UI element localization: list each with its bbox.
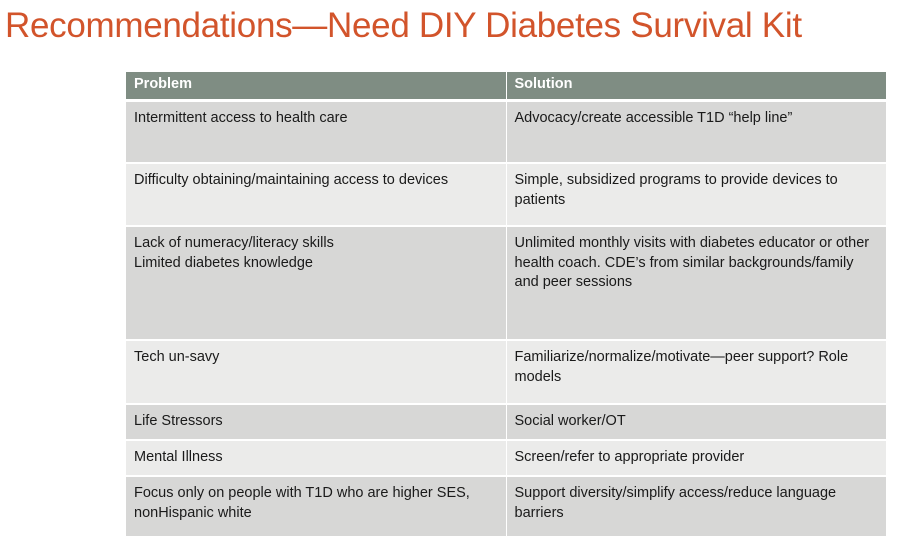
problem-text: Mental Illness xyxy=(134,449,223,465)
table-row xyxy=(126,404,886,440)
table-row xyxy=(126,163,886,226)
problem-cell xyxy=(126,440,506,476)
solution-cell: Social worker/OT xyxy=(506,404,886,440)
problem-cell xyxy=(126,226,506,340)
problem-cell xyxy=(126,404,506,440)
problem-text: Focus only on people with T1D who are higher SES, nonHispanic white xyxy=(134,485,470,521)
solution-cell: Screen/refer to appropriate provider xyxy=(506,440,886,476)
slide-title: Recommendations—Need DIY Diabetes Survival Kit xyxy=(5,6,802,45)
problem-text: Limited diabetes knowledge xyxy=(134,254,313,271)
table-row xyxy=(126,100,886,163)
solution-cell: Advocacy/create accessible T1D “help line” xyxy=(506,100,886,163)
problem-text: Tech un-savy xyxy=(134,349,220,365)
problem-text: Intermittent access to health care xyxy=(134,109,348,126)
table-row xyxy=(126,226,886,340)
solution-cell: Support diversity/simplify access/reduce language barriers xyxy=(506,476,886,537)
solution-cell: Simple, subsidized programs to provide devices to patients xyxy=(506,163,886,226)
problem-cell xyxy=(126,163,506,226)
problem-cell xyxy=(126,340,506,404)
header-solution: Solution xyxy=(506,72,886,100)
table-row xyxy=(126,340,886,404)
problem-text: Difficulty obtaining/maintaining access to devices xyxy=(134,172,449,188)
table-header-row xyxy=(126,72,886,100)
problem-cell xyxy=(126,476,506,537)
solution-cell: Unlimited monthly visits with diabetes educator or other health coach. CDE’s from similar backgrounds/family and peer sessions xyxy=(506,226,886,340)
table-row xyxy=(126,476,886,537)
solution-cell: Familiarize/normalize/motivate—peer support? Role models xyxy=(506,340,886,404)
problem-cell xyxy=(126,100,506,163)
problem-text: Life Stressors xyxy=(134,413,223,429)
table-row xyxy=(126,440,886,476)
problem-text: Lack of numeracy/literacy skills xyxy=(134,235,334,251)
recommendations-table xyxy=(126,72,886,538)
header-problem: Problem xyxy=(126,72,506,100)
